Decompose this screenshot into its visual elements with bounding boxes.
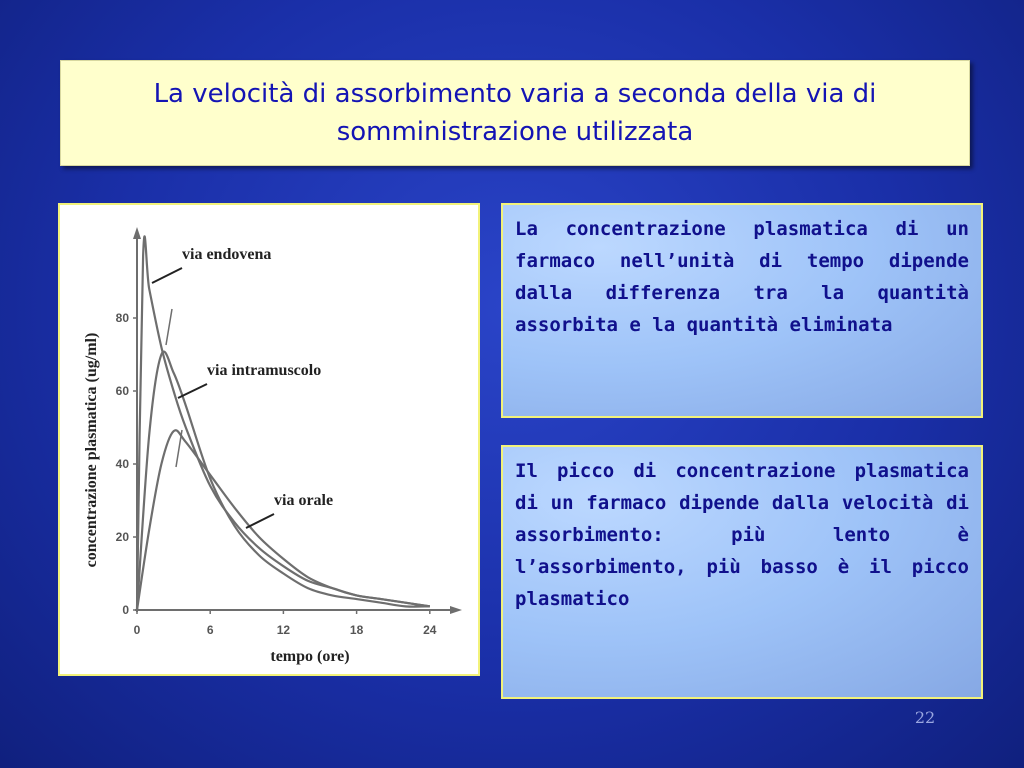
chart-axes: [116, 227, 462, 637]
x-tick-label: 6: [206, 623, 214, 637]
x-tick-label: 0: [133, 623, 141, 637]
endovena-curve: [137, 236, 430, 610]
x-tick-label: 12: [276, 623, 291, 637]
label-via-endovena: via endovena: [182, 246, 272, 263]
x-axis-arrow: [450, 606, 462, 614]
y-axis-label: concentrazione plasmatica (ug/ml): [83, 332, 100, 568]
peak-arrow-2: [176, 430, 182, 467]
intramuscolo-curve: [137, 352, 430, 610]
label-via-intramuscolo: via intramuscolo: [207, 362, 322, 379]
x-tick-label: 24: [423, 623, 437, 637]
info-box-absorption: [501, 203, 983, 418]
peak-arrow-1: [166, 309, 172, 345]
info-box-peak: [501, 445, 983, 699]
label-via-endovena-leader: [152, 268, 182, 283]
orale-curve: [137, 430, 430, 610]
slide-title-box: [60, 60, 970, 166]
label-via-intramuscolo-leader: [178, 384, 207, 398]
label-via-orale-leader: [246, 514, 274, 528]
x-tick-label: 18: [349, 623, 364, 637]
label-via-orale: via orale: [274, 492, 334, 509]
y-tick-label: 60: [115, 384, 129, 398]
page-number: 22: [914, 708, 936, 727]
y-tick-label: 80: [115, 311, 129, 325]
y-tick-label: 0: [122, 603, 129, 617]
chart-panel: [58, 203, 480, 676]
info-box-peak-text: Il picco di concentrazione plasmatica di un farmaco dipende dalla velocità di assorbimento: più lento è l’assorbimento, più basso è il picco plasmatico: [515, 460, 969, 610]
slide-title: La velocità di assorbimento varia a seconda della via di somministrazione utilizzata: [153, 79, 877, 147]
x-axis-label: tempo (ore): [270, 648, 350, 665]
y-tick-label: 40: [115, 457, 129, 471]
y-tick-label: 20: [115, 530, 129, 544]
y-axis-arrow: [133, 227, 141, 239]
plasma-concentration-chart: [60, 205, 478, 674]
info-box-absorption-text: La concentrazione plasmatica di un farmaco nell’unità di tempo dipende dalla differenza tra la quantità assorbita e la quantità eliminata: [515, 218, 969, 336]
chart-curves: [137, 236, 430, 610]
